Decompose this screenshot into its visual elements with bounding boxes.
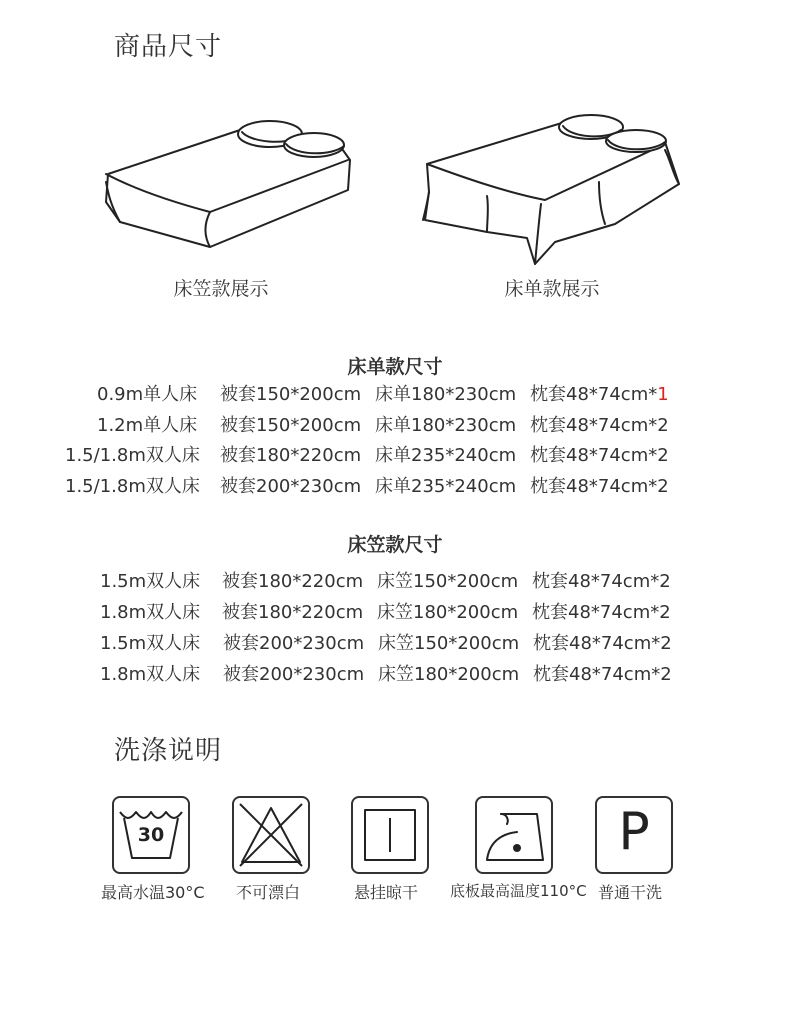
pillow-size-cell: 枕套48*74cm*2 — [532, 602, 671, 623]
pillow-count: 2 — [657, 476, 669, 497]
washing-title: 洗涤说明 — [114, 736, 223, 766]
pillow-size-cell: 枕套48*74cm*2 — [532, 571, 671, 592]
sheet-size-cell: 床单180*230cm — [375, 384, 517, 405]
sheet-size-cell: 床单235*240cm — [375, 476, 517, 497]
wash-temp-text: 30 — [137, 824, 165, 846]
fitted-sheet-caption: 床笠款展示 — [173, 278, 269, 300]
bed-size-cell: 1.2m单人床 — [97, 415, 198, 436]
sheet-size-cell: 床单235*240cm — [375, 445, 517, 466]
bed-size-cell: 0.9m单人床 — [97, 384, 198, 405]
product-size-title: 商品尺寸 — [114, 32, 223, 62]
pillow-size-prefix: 枕套48*74cm* — [530, 384, 658, 405]
pillow-size-prefix: 枕套48*74cm* — [530, 415, 658, 436]
table-row — [0, 567, 790, 591]
no-bleach-label: 不可漂白 — [236, 883, 301, 902]
table-row — [0, 380, 790, 404]
table-row — [0, 660, 790, 684]
sheet-size-cell: 床单180*230cm — [375, 415, 517, 436]
pillow-size-cell — [530, 441, 669, 467]
bed-size-cell: 1.5m双人床 — [100, 571, 201, 592]
duvet-size-cell: 被套150*200cm — [220, 384, 362, 405]
flat-sheet-table-title: 床单款尺寸 — [347, 356, 443, 378]
dry-clean-letter: P — [618, 802, 650, 862]
duvet-size-cell: 被套200*230cm — [223, 633, 365, 654]
sheet-size-cell: 床笠180*200cm — [377, 602, 519, 623]
iron-low-icon — [475, 796, 553, 874]
line-dry-label: 悬挂晾干 — [354, 883, 419, 902]
pillow-size-prefix: 枕套48*74cm* — [530, 445, 658, 466]
pillow-size-cell — [530, 380, 669, 406]
pillow-size-cell: 枕套48*74cm*2 — [533, 633, 672, 654]
duvet-size-cell: 被套180*220cm — [222, 571, 364, 592]
duvet-size-cell: 被套180*220cm — [222, 602, 364, 623]
table-row — [0, 411, 790, 435]
dry-clean-p-icon — [595, 796, 673, 874]
pillow-count-highlight: 1 — [657, 384, 669, 405]
sheet-size-cell: 床笠150*200cm — [377, 571, 519, 592]
sheet-size-cell: 床笠180*200cm — [378, 664, 520, 685]
bed-size-cell: 1.5m双人床 — [100, 633, 201, 654]
wash-30-icon — [112, 796, 190, 874]
pillow-size-cell — [530, 411, 669, 437]
table-row — [0, 472, 790, 496]
flat-sheet-caption: 床单款展示 — [504, 278, 600, 300]
table-row — [0, 629, 790, 653]
bed-size-cell: 1.5/1.8m双人床 — [65, 445, 200, 466]
line-dry-icon — [351, 796, 429, 874]
bed-size-cell: 1.5/1.8m双人床 — [65, 476, 200, 497]
no-bleach-icon — [232, 796, 310, 874]
pillow-count: 2 — [657, 415, 669, 436]
table-row — [0, 441, 790, 465]
pillow-size-cell — [530, 472, 669, 498]
fitted-sheet-bed-icon — [100, 112, 360, 257]
bed-size-cell: 1.8m双人床 — [100, 664, 201, 685]
pillow-size-prefix: 枕套48*74cm* — [530, 476, 658, 497]
duvet-size-cell: 被套200*230cm — [220, 476, 362, 497]
pillow-size-cell: 枕套48*74cm*2 — [533, 664, 672, 685]
dry-clean-label: 普通干洗 — [598, 883, 663, 902]
fitted-sheet-table-title: 床笠款尺寸 — [347, 534, 443, 556]
bed-size-cell: 1.8m双人床 — [100, 602, 201, 623]
table-row — [0, 598, 790, 622]
wash-30-label: 最高水温30°C — [101, 883, 205, 902]
iron-low-label: 底板最高温度110°C — [450, 882, 587, 900]
flat-sheet-bed-icon — [415, 112, 685, 267]
duvet-size-cell: 被套200*230cm — [223, 664, 365, 685]
pillow-count: 2 — [657, 445, 669, 466]
duvet-size-cell: 被套150*200cm — [220, 415, 362, 436]
sheet-size-cell: 床笠150*200cm — [378, 633, 520, 654]
duvet-size-cell: 被套180*220cm — [220, 445, 362, 466]
